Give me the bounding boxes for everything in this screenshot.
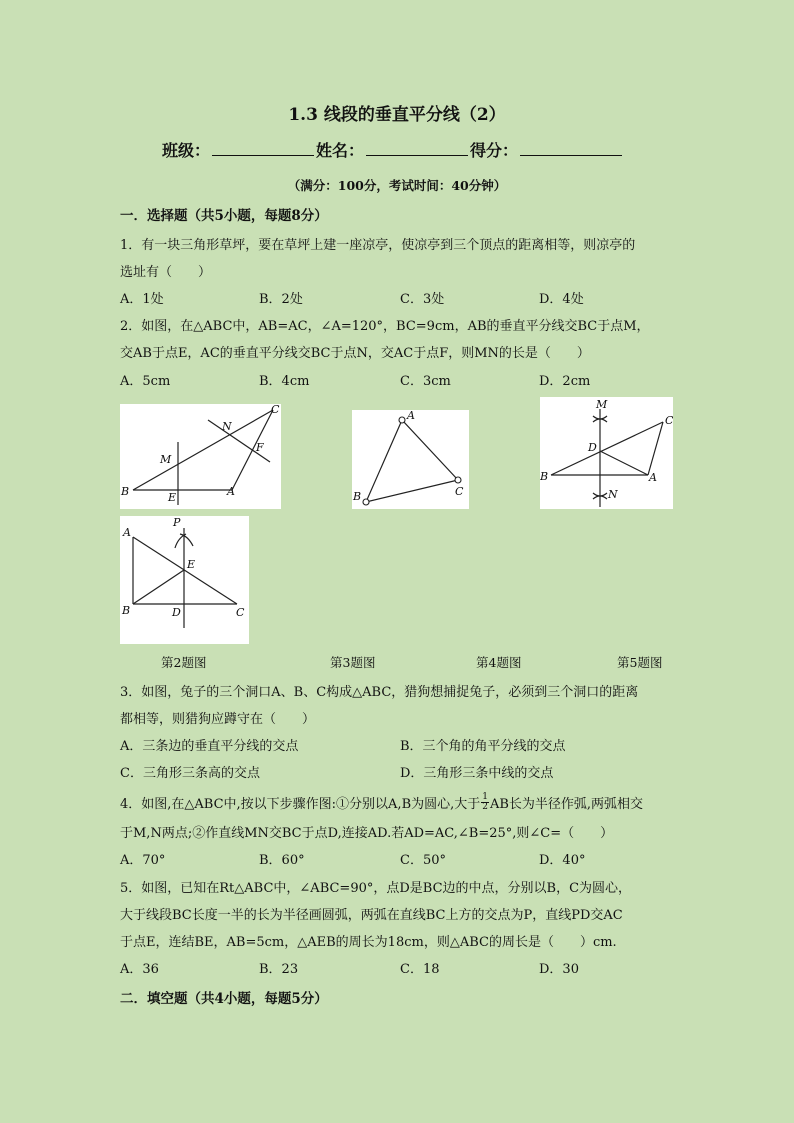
fig3-label-a: A xyxy=(407,410,415,422)
fig5-label-c: C xyxy=(236,606,245,619)
q4-fraction-num: 1 xyxy=(482,792,488,802)
fig5-label-b: B xyxy=(122,604,131,617)
fig5-label-a: A xyxy=(123,526,131,539)
q1-line1: 1．有一块三角形草坪，要在草坪上建一座凉亭，使凉亭到三个顶点的距离相等，则凉亭的 xyxy=(120,238,636,253)
fig4-label-n: N xyxy=(608,488,618,501)
name-blank xyxy=(366,139,468,156)
name-label: 姓名： xyxy=(316,141,365,160)
q1-line2: 选址有（ ） xyxy=(120,265,212,280)
figure-q4 xyxy=(540,397,673,509)
q2-option-b: B．4cm xyxy=(259,374,310,389)
q5-option-d: D．30 xyxy=(539,962,579,977)
fig3-label-c: C xyxy=(455,485,464,498)
fig3-hole-c xyxy=(455,477,461,483)
q4-option-d: D．40° xyxy=(539,853,586,868)
q4-option-c: C．50° xyxy=(400,853,446,868)
class-blank xyxy=(212,139,314,156)
fig3-triangle xyxy=(366,420,458,502)
fig4-label-d: D xyxy=(588,441,597,454)
q3-option-d: D．三角形三条中线的交点 xyxy=(400,766,554,781)
q5-option-a: A．36 xyxy=(120,962,159,977)
fig4-label-m: M xyxy=(596,398,608,411)
score-blank xyxy=(520,139,622,156)
fig2-label-f: F xyxy=(256,441,264,454)
q3-option-a: A．三条边的垂直平分线的交点 xyxy=(120,739,299,754)
q4-fraction xyxy=(481,793,489,812)
figure-q3-diagram xyxy=(352,410,469,509)
fig2-label-n: N xyxy=(222,420,232,433)
figure-q5-diagram xyxy=(120,516,249,644)
q3-option-b: B．三个角的角平分线的交点 xyxy=(400,739,566,754)
q1-option-a: A．1处 xyxy=(120,292,164,307)
caption-fig2: 第2题图 xyxy=(161,655,207,670)
fig2-label-b: B xyxy=(121,485,130,498)
q5-option-b: B．23 xyxy=(259,962,299,977)
q2-line1: 2．如图，在△ABC中，AB=AC，∠A=120°，BC=9cm，AB的垂直平分线交BC于点M， xyxy=(120,319,650,334)
q3-line1: 3．如图，兔子的三个洞口A、B、C构成△ABC，猎狗想捕捉兔子，必须到三个洞口的距离 xyxy=(120,685,639,700)
fig4-label-c: C xyxy=(665,414,673,427)
q4-option-a: A．70° xyxy=(120,853,166,868)
fig4-side-ac xyxy=(648,422,663,475)
fig5-segment-be xyxy=(133,570,184,604)
figure-q5 xyxy=(120,516,249,644)
fig3-hole-a xyxy=(399,417,405,423)
score-label: 得分： xyxy=(470,141,519,160)
q2-option-c: C．3cm xyxy=(400,374,451,389)
fig2-label-m: M xyxy=(160,453,172,466)
q3-line2: 都相等，则猎狗应蹲守在（ ） xyxy=(120,712,316,727)
q2-option-d: D．2cm xyxy=(539,374,591,389)
q4-line2: 于M,N两点;②作直线MN交BC于点D,连接AD.若AD=AC,∠B=25°,则∠C=（ ） xyxy=(120,826,614,841)
q4-line1 xyxy=(120,793,643,812)
q1-option-d: D．4处 xyxy=(539,292,584,307)
fig5-label-p: P xyxy=(173,516,181,529)
q5-line2: 大于线段BC长度一半的长为半径画圆弧，两弧在直线BC上方的交点为P，直线PD交AC xyxy=(120,908,623,923)
fig5-arc-right xyxy=(180,534,193,546)
student-info-row xyxy=(162,138,624,161)
fig2-label-a: A xyxy=(227,485,235,498)
q1-option-c: C．3处 xyxy=(400,292,445,307)
q4-line1-start: 4．如图,在△ABC中,按以下步骤作图:①分别以A,B为圆心,大于 xyxy=(120,797,481,812)
q4-option-b: B．60° xyxy=(259,853,305,868)
caption-fig3: 第3题图 xyxy=(330,655,376,670)
q2-line2: 交AB于点E，AC的垂直平分线交BC于点N，交AC于点F，则MN的长是（ ） xyxy=(120,346,590,361)
fig4-label-b: B xyxy=(540,470,549,483)
fig4-side-bc xyxy=(551,422,663,475)
q1-option-b: B．2处 xyxy=(259,292,303,307)
page-title: 1.3 线段的垂直平分线（2） xyxy=(288,105,506,125)
caption-fig4: 第4题图 xyxy=(476,655,522,670)
fig3-label-b: B xyxy=(353,490,362,503)
fig5-label-e: E xyxy=(187,558,196,571)
q5-line1: 5．如图，已知在Rt△ABC中，∠ABC=90°，点D是BC边的中点，分别以B，C为圆心， xyxy=(120,881,632,896)
q5-line3: 于点E，连结BE，AB=5cm，△AEB的周长为18cm，则△ABC的周长是（ ）cm. xyxy=(120,935,617,950)
figure-q3 xyxy=(352,410,469,509)
fig4-segment-ad xyxy=(600,451,648,475)
figure-q2-diagram xyxy=(120,404,281,509)
fig4-label-a: A xyxy=(649,471,657,484)
class-label: 班级： xyxy=(162,141,211,160)
q2-option-a: A．5cm xyxy=(120,374,171,389)
score-note: （满分：100分，考试时间：40分钟） xyxy=(287,178,507,193)
figure-q4-diagram xyxy=(540,397,673,509)
fig5-label-d: D xyxy=(172,606,181,619)
fig2-label-e: E xyxy=(168,491,177,504)
fig3-hole-b xyxy=(363,499,369,505)
q4-fraction-den: 2 xyxy=(482,802,488,812)
section-2-heading: 二．填空题（共4小题，每题5分） xyxy=(120,991,328,1007)
figure-q2 xyxy=(120,404,281,509)
q4-line1-end: AB长为半径作弧,两弧相交 xyxy=(489,797,644,812)
q3-option-c: C．三角形三条高的交点 xyxy=(120,766,260,781)
caption-fig5: 第5题图 xyxy=(617,655,663,670)
q5-option-c: C．18 xyxy=(400,962,440,977)
fig2-label-c: C xyxy=(271,404,280,416)
section-1-heading: 一．选择题（共5小题，每题8分） xyxy=(120,208,328,224)
